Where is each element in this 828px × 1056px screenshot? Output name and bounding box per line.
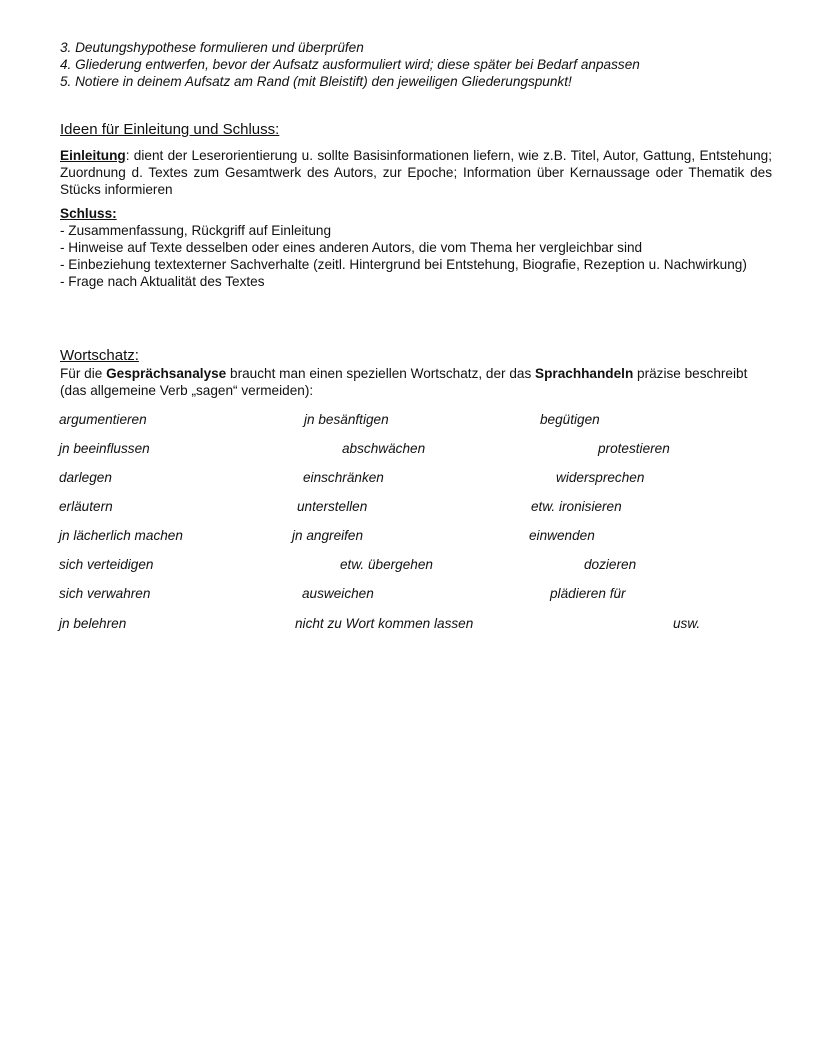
word-item: sich verteidigen — [59, 557, 154, 572]
intro-bold-sprachhandeln: Sprachhandeln — [535, 366, 634, 381]
word-item: abschwächen — [342, 441, 426, 456]
word-item: usw. — [673, 616, 701, 631]
einleitung-paragraph — [60, 147, 772, 198]
word-item: dozieren — [584, 557, 637, 572]
schluss-label: Schluss: — [60, 206, 117, 221]
word-item: nicht zu Wort kommen lassen — [295, 616, 474, 631]
einleitung-text: : dient der Leserorientierung u. sollte Basisinformationen liefern, wie z.B. Titel, Autor, Gattung, Entstehung; Zuordnung d. Textes zum Gesamtwerk des Autors, zur Epoche; Information über Kernaussage oder Thematik des Stücks informieren — [60, 148, 772, 197]
word-item: argumentieren — [59, 412, 147, 427]
schluss-item: - Hinweise auf Texte desselben oder eines anderen Autors, die vom Thema her vergleichbar sind — [60, 240, 643, 255]
intro-bold-gespraechsanalyse: Gesprächsanalyse — [106, 366, 227, 381]
ideas-heading: Ideen für Einleitung und Schluss: — [60, 121, 280, 138]
word-item: unterstellen — [297, 499, 368, 514]
word-item: etw. übergehen — [340, 557, 433, 572]
word-item: widersprechen — [556, 470, 645, 485]
word-item: jn lächerlich machen — [59, 528, 183, 543]
intro-text: präzise beschreibt — [633, 366, 748, 381]
word-item: plädieren für — [550, 586, 626, 601]
schluss-section — [60, 205, 747, 290]
word-item: einwenden — [529, 528, 595, 543]
einleitung-label: Einleitung — [60, 148, 126, 163]
intro-text: braucht man einen speziellen Wortschatz, der das — [226, 366, 536, 381]
word-item: jn besänftigen — [304, 412, 389, 427]
schluss-item: - Zusammenfassung, Rückgriff auf Einleitung — [60, 223, 331, 238]
word-item: jn belehren — [59, 616, 127, 631]
step-5: 5. Notiere in deinem Aufsatz am Rand (mit Bleistift) den jeweiligen Gliederungspunkt! — [60, 74, 572, 89]
step-4: 4. Gliederung entwerfen, bevor der Aufsatz ausformuliert wird; diese später bei Bedarf anpassen — [60, 57, 640, 72]
word-item: ausweichen — [302, 586, 374, 601]
intro-text: Für die — [60, 366, 107, 381]
schluss-item: - Frage nach Aktualität des Textes — [60, 274, 265, 289]
word-item: erläutern — [59, 499, 113, 514]
word-item: etw. ironisieren — [531, 499, 622, 514]
wortschatz-intro — [60, 365, 772, 399]
word-item: jn angreifen — [292, 528, 364, 543]
schluss-item: - Einbeziehung textexterner Sachverhalte (zeitl. Hintergrund bei Entstehung, Biografie, Rezeption u. Nachwirkung) — [60, 257, 747, 272]
word-item: sich verwahren — [59, 586, 151, 601]
word-item: protestieren — [598, 441, 670, 456]
step-3: 3. Deutungshypothese formulieren und überprüfen — [60, 40, 364, 55]
wortschatz-heading: Wortschatz: — [60, 347, 139, 364]
intro-line-2: (das allgemeine Verb „sagen“ vermeiden): — [60, 383, 314, 398]
word-item: begütigen — [540, 412, 600, 427]
word-item: einschränken — [303, 470, 384, 485]
word-item: darlegen — [59, 470, 112, 485]
steps-list — [60, 39, 640, 90]
word-item: jn beeinflussen — [59, 441, 150, 456]
